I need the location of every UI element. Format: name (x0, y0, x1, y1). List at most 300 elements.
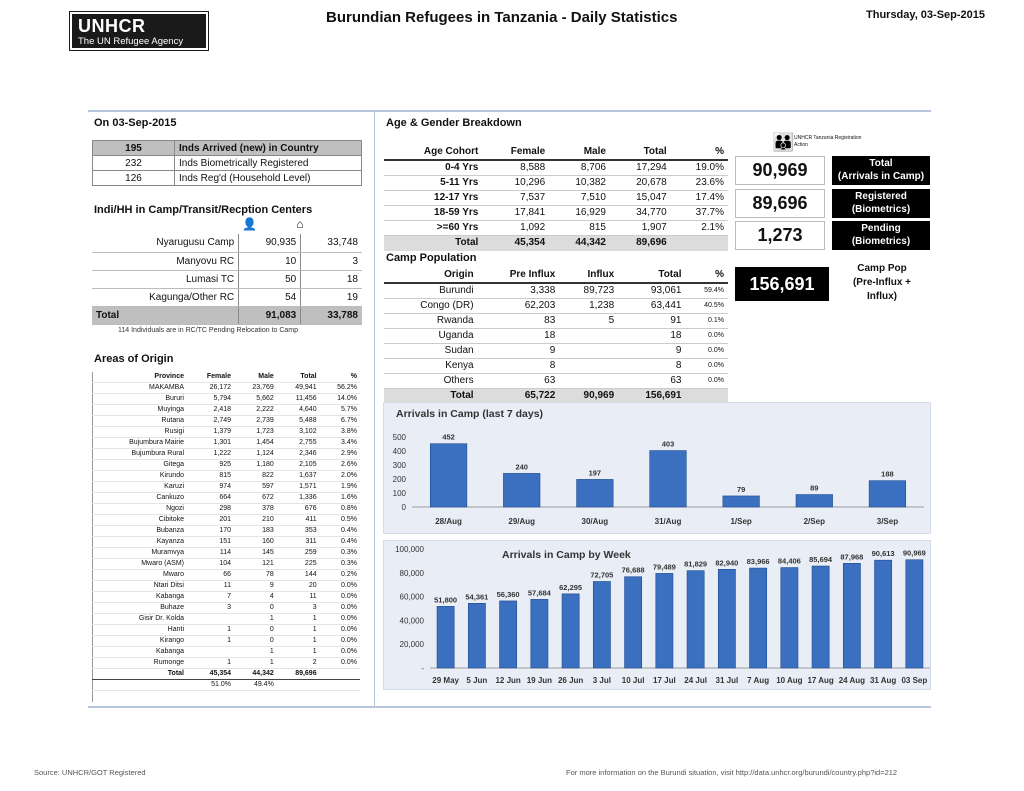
bar (468, 603, 485, 668)
unhcr-logo (70, 12, 208, 50)
table-cell: 0 (234, 625, 277, 636)
table-cell: Province (92, 372, 187, 383)
table-cell: Karuzi (92, 482, 187, 493)
table-cell: Ntari Ditsi (92, 581, 187, 592)
table-cell: 2,739 (234, 416, 277, 427)
camp-households: 33,748 (301, 234, 362, 252)
table-cell: Rutana (92, 416, 187, 427)
table-row (92, 306, 362, 324)
table-cell: 2.6% (320, 460, 360, 471)
y-tick-label: 400 (392, 447, 406, 456)
table-row (92, 234, 362, 252)
table-cell: 83 (478, 314, 560, 329)
table-cell: 0.3% (320, 548, 360, 559)
table-cell: 0.0% (685, 344, 728, 359)
table-row (92, 526, 360, 537)
data-label: 85,694 (809, 555, 833, 565)
table-cell: 15,047 (610, 191, 671, 206)
table-cell: 9 (234, 581, 277, 592)
table-cell: Cibitoke (92, 515, 187, 526)
table-cell: 815 (187, 471, 234, 482)
table-row (384, 344, 728, 359)
bar (750, 568, 767, 668)
table-cell: 59.4% (685, 283, 728, 299)
table-row (384, 299, 728, 314)
table-cell: 0.0% (320, 636, 360, 647)
table-cell: 65,722 (478, 389, 560, 404)
table-cell (187, 647, 234, 658)
table-cell (671, 236, 728, 251)
table-row (92, 669, 360, 680)
table-cell: % (320, 372, 360, 383)
x-tick-label: 5 Jun (466, 676, 488, 685)
table-cell: 3 (187, 603, 234, 614)
table-cell: 8 (478, 359, 560, 374)
x-tick-label: 28/Aug (435, 517, 462, 526)
x-tick-label: 29 May (432, 676, 459, 685)
x-tick-label: 29/Aug (508, 517, 536, 526)
table-cell: Bujumbura Mairie (92, 438, 187, 449)
table-cell (92, 680, 187, 691)
table-cell: 2.0% (320, 471, 360, 482)
table-row (384, 283, 728, 299)
bar (503, 473, 540, 507)
table-cell: Total (384, 236, 482, 251)
table-cell: 66 (187, 570, 234, 581)
x-tick-label: 19 Jun (526, 676, 553, 685)
table-cell: 89,696 (610, 236, 671, 251)
table-cell: Gisir Dr. Kolda (92, 614, 187, 625)
footer-info: For more information on the Burundi situation, visit http://data.unhcr.org/burundi/country.php?id=212 (566, 768, 898, 777)
table-cell: 676 (277, 504, 320, 515)
table-row (92, 636, 360, 647)
table-cell: 0.4% (320, 526, 360, 537)
table-cell: 5,488 (277, 416, 320, 427)
label-line: Influx) (867, 291, 897, 302)
table-row (384, 314, 728, 329)
table-cell: 1 (187, 625, 234, 636)
table-row (92, 252, 362, 270)
data-label: 76,688 (621, 565, 645, 575)
table-cell: 0.0% (320, 592, 360, 603)
total-arrivals-value: 90,969 (735, 156, 825, 185)
y-tick-label: 100 (392, 489, 406, 498)
x-tick-label: 31 Aug (869, 676, 897, 685)
camps-note: 114 Individuals are in RC/TC Pending Relocation to Camp (118, 327, 299, 334)
arrivals-label: Inds Biometrically Registered (175, 156, 362, 171)
bar (687, 571, 704, 668)
table-cell: 151 (187, 537, 234, 548)
table-cell: 974 (187, 482, 234, 493)
table-cell (559, 359, 618, 374)
table-row (384, 236, 728, 251)
table-cell: 90,969 (559, 389, 618, 404)
person-icon: 👤 (242, 217, 257, 231)
arrivals-value: 232 (93, 156, 175, 171)
label-line: Camp Pop (857, 263, 907, 274)
table-cell (559, 329, 618, 344)
table-cell: 63 (618, 374, 685, 389)
table-cell: Rusigi (92, 427, 187, 438)
table-cell: 2,418 (187, 405, 234, 416)
bar (437, 606, 454, 668)
bar (906, 560, 923, 668)
table-cell: 2.9% (320, 449, 360, 460)
table-cell: 40.5% (685, 299, 728, 314)
table-cell (320, 680, 360, 691)
data-label: 54,361 (465, 592, 489, 602)
table-cell: 5 (559, 314, 618, 329)
camp-individuals: 90,935 (239, 234, 301, 252)
table-cell: 18 (478, 329, 560, 344)
table-row (92, 394, 360, 405)
table-cell: 1,092 (482, 221, 549, 236)
x-tick-label: 10 Jul (621, 676, 645, 685)
data-label: 56,360 (496, 589, 520, 599)
table-cell: 925 (187, 460, 234, 471)
table-cell: 1 (187, 658, 234, 669)
table-cell: >=60 Yrs (384, 221, 482, 236)
table-cell: 0.0% (320, 603, 360, 614)
table-row (92, 482, 360, 493)
y-tick-label: 200 (392, 475, 406, 484)
table-cell: 18-59 Yrs (384, 206, 482, 221)
table-cell: 0.4% (320, 537, 360, 548)
table-cell: 8 (618, 359, 685, 374)
label-line: Total (869, 158, 893, 169)
table-row (92, 372, 360, 383)
table-cell: 45,354 (187, 669, 234, 680)
table-cell: 0.3% (320, 559, 360, 570)
table-cell: 1,336 (277, 493, 320, 504)
daily-arrivals-chart (383, 402, 931, 534)
table-cell: 5,794 (187, 394, 234, 405)
table-cell: 597 (234, 482, 277, 493)
table-cell: % (685, 268, 728, 283)
table-cell: 11 (187, 581, 234, 592)
age-table (384, 145, 728, 251)
camp-households: 33,788 (301, 306, 362, 324)
table-cell: 1 (277, 625, 320, 636)
arrivals-title: On 03-Sep-2015 (94, 117, 177, 129)
table-cell: 23.6% (671, 176, 728, 191)
table-cell: Total (384, 389, 478, 404)
table-row (92, 614, 360, 625)
data-label: 62,295 (559, 582, 583, 592)
table-cell: 93,061 (618, 283, 685, 299)
table-cell: 1,454 (234, 438, 277, 449)
table-cell: 144 (277, 570, 320, 581)
table-cell: 1 (234, 647, 277, 658)
data-label: 83,966 (746, 557, 770, 567)
table-cell: 353 (277, 526, 320, 537)
x-tick-label: 30/Aug (581, 517, 609, 526)
table-row (93, 171, 362, 186)
table-row (92, 270, 362, 288)
table-cell: 0.0% (685, 359, 728, 374)
table-row (92, 383, 360, 394)
y-tick-label: 20,000 (399, 640, 424, 650)
table-cell: 11,456 (277, 394, 320, 405)
x-tick-label: 31/Aug (654, 517, 682, 526)
table-cell: 11 (277, 592, 320, 603)
table-cell: 160 (234, 537, 277, 548)
pending-label (832, 221, 930, 250)
table-cell: Bururi (92, 394, 187, 405)
table-cell: Hanti (92, 625, 187, 636)
table-cell: 1,222 (187, 449, 234, 460)
table-cell: 10,296 (482, 176, 549, 191)
table-cell: 49.4% (234, 680, 277, 691)
data-label: 90,613 (871, 549, 895, 559)
logo-tagline: The UN Refugee Agency (78, 36, 184, 47)
arrivals-label: Inds Arrived (new) in Country (175, 141, 362, 156)
table-cell: Bubanza (92, 526, 187, 537)
table-cell: 0.0% (320, 625, 360, 636)
table-cell: Kabanga (92, 647, 187, 658)
data-label: 79 (736, 484, 746, 494)
bottom-divider (88, 706, 931, 708)
table-cell: 9 (618, 344, 685, 359)
table-cell: 91 (618, 314, 685, 329)
data-label: 240 (515, 462, 528, 472)
x-tick-label: 2/Sep (803, 517, 825, 526)
data-label: 89 (810, 483, 819, 493)
table-row (92, 658, 360, 669)
bar (430, 444, 467, 507)
table-cell: Kabanga (92, 592, 187, 603)
data-label: 90,969 (902, 548, 926, 558)
table-cell: 8,588 (482, 160, 549, 176)
table-cell (277, 680, 320, 691)
table-cell: Ngozi (92, 504, 187, 515)
x-tick-label: 3 Jul (592, 676, 611, 685)
camp-name: Nyarugusu Camp (92, 234, 239, 252)
table-cell: 411 (277, 515, 320, 526)
total-arrivals-label (832, 156, 930, 185)
table-cell: 0.0% (320, 614, 360, 625)
table-cell: 44,342 (234, 669, 277, 680)
table-cell: 1,907 (610, 221, 671, 236)
table-cell: Cankuzo (92, 493, 187, 504)
table-cell: 4 (234, 592, 277, 603)
data-label: 51,800 (434, 595, 458, 605)
table-cell: 56.2% (320, 383, 360, 394)
bar (718, 569, 735, 668)
table-row (92, 559, 360, 570)
camp-households: 3 (301, 252, 362, 270)
table-cell: MAKAMBA (92, 383, 187, 394)
table-cell: 3,338 (478, 283, 560, 299)
camp-pop-value: 156,691 (735, 267, 829, 301)
table-cell: 7,537 (482, 191, 549, 206)
table-cell: 5-11 Yrs (384, 176, 482, 191)
table-row (92, 537, 360, 548)
table-cell: Burundi (384, 283, 478, 299)
data-label: 87,968 (840, 552, 864, 562)
table-cell: 170 (187, 526, 234, 537)
camps-table (92, 234, 362, 325)
table-cell: 1.6% (320, 493, 360, 504)
table-cell: Bujumbura Rural (92, 449, 187, 460)
table-cell: 26,172 (187, 383, 234, 394)
age-title: Age & Gender Breakdown (386, 117, 522, 129)
camp-name: Total (92, 306, 239, 324)
table-cell: 78 (234, 570, 277, 581)
x-tick-label: 31 Jul (715, 676, 739, 685)
table-row (92, 416, 360, 427)
table-cell: 2,755 (277, 438, 320, 449)
table-cell: 0.0% (320, 647, 360, 658)
table-cell: 37.7% (671, 206, 728, 221)
table-cell: 1,723 (234, 427, 277, 438)
label-line: Registered (855, 191, 907, 202)
table-cell: 34,770 (610, 206, 671, 221)
x-tick-label: 1/Sep (730, 517, 752, 526)
table-cell: 259 (277, 548, 320, 559)
table-cell (559, 344, 618, 359)
x-tick-label: 17 Aug (807, 676, 834, 685)
table-cell: 0.1% (685, 314, 728, 329)
table-row (92, 625, 360, 636)
label-line: (Arrivals in Camp) (837, 171, 925, 182)
table-cell: 0 (234, 636, 277, 647)
data-label: 82,940 (715, 558, 739, 568)
table-cell: 298 (187, 504, 234, 515)
table-row (92, 504, 360, 515)
table-cell: 1 (234, 658, 277, 669)
camp-name: Lumasi TC (92, 270, 239, 288)
table-cell: 311 (277, 537, 320, 548)
table-cell: Male (549, 145, 610, 160)
table-cell: 0.8% (320, 504, 360, 515)
camp-households: 19 (301, 288, 362, 306)
daily-arrivals-svg (384, 403, 932, 535)
table-row (384, 176, 728, 191)
data-label: 72,705 (590, 570, 614, 580)
bar (500, 601, 517, 668)
table-cell: 89,723 (559, 283, 618, 299)
table-cell: 0.0% (685, 374, 728, 389)
pending-value: 1,273 (735, 221, 825, 250)
data-label: 403 (661, 439, 675, 449)
table-cell: Mwaro (92, 570, 187, 581)
bar (577, 479, 614, 507)
origin-title: Areas of Origin (94, 353, 174, 365)
camp-individuals: 50 (239, 270, 301, 288)
label-line: (Biometrics) (851, 236, 911, 247)
bar (562, 594, 579, 668)
y-tick-label: 80,000 (399, 568, 424, 578)
table-row (384, 145, 728, 160)
y-tick-label: - (421, 664, 424, 673)
table-cell: 23,769 (234, 383, 277, 394)
table-cell: 1,379 (187, 427, 234, 438)
table-row (92, 288, 362, 306)
weekly-arrivals-chart (383, 540, 931, 690)
table-cell: 114 (187, 548, 234, 559)
table-cell: Origin (384, 268, 478, 283)
camps-title: Indi/HH in Camp/Transit/Recption Centers (94, 204, 313, 216)
camp-individuals: 91,083 (239, 306, 301, 324)
table-row (92, 493, 360, 504)
table-cell: Muyinga (92, 405, 187, 416)
table-cell: 0.0% (320, 658, 360, 669)
table-cell: 378 (234, 504, 277, 515)
x-tick-label: 03 Sep (901, 676, 928, 685)
table-cell: 1,301 (187, 438, 234, 449)
x-tick-label: 12 Jun (495, 676, 521, 685)
table-row (92, 460, 360, 471)
table-cell (187, 614, 234, 625)
footer-source: Source: UNHCR/GOT Registered (34, 768, 146, 777)
table-cell: 17,841 (482, 206, 549, 221)
table-cell: Gitega (92, 460, 187, 471)
table-cell: 1 (277, 614, 320, 625)
table-row (93, 156, 362, 171)
table-cell: Total (277, 372, 320, 383)
table-row (92, 603, 360, 614)
table-cell: Female (187, 372, 234, 383)
table-cell: 0.0% (685, 329, 728, 344)
table-cell: 3.8% (320, 427, 360, 438)
table-row (92, 680, 360, 691)
table-cell: 225 (277, 559, 320, 570)
camp-individuals: 54 (239, 288, 301, 306)
table-cell: 201 (187, 515, 234, 526)
report-date: Thursday, 03-Sep-2015 (866, 9, 986, 21)
table-cell: Age Cohort (384, 145, 482, 160)
table-cell: 1,571 (277, 482, 320, 493)
y-tick-label: 500 (392, 433, 406, 442)
camp-households: 18 (301, 270, 362, 288)
table-cell: Influx (559, 268, 618, 283)
data-label: 452 (442, 432, 455, 442)
registered-label (832, 189, 930, 218)
table-row (384, 221, 728, 236)
arrivals-table (92, 140, 362, 186)
table-cell: 14.0% (320, 394, 360, 405)
table-cell: Female (482, 145, 549, 160)
table-cell: 63 (478, 374, 560, 389)
table-cell: Total (610, 145, 671, 160)
table-cell: 6.7% (320, 416, 360, 427)
table-cell: 17,294 (610, 160, 671, 176)
table-cell: 44,342 (549, 236, 610, 251)
table-cell: Total (618, 268, 685, 283)
table-row (384, 359, 728, 374)
data-label: 79,489 (652, 562, 676, 572)
table-cell: 9 (478, 344, 560, 359)
table-cell: Mwaro (ASM) (92, 559, 187, 570)
table-cell: 1 (234, 614, 277, 625)
table-cell: 3 (277, 603, 320, 614)
table-cell: 1 (277, 636, 320, 647)
population-table (384, 268, 728, 404)
table-cell: 183 (234, 526, 277, 537)
table-cell: Sudan (384, 344, 478, 359)
bar (625, 577, 642, 668)
table-cell: 1,637 (277, 471, 320, 482)
x-tick-label: 7 Aug (747, 676, 770, 685)
arrivals-value: 195 (93, 141, 175, 156)
bar (843, 563, 860, 668)
table-cell (559, 374, 618, 389)
table-row (93, 141, 362, 156)
table-cell: 4,640 (277, 405, 320, 416)
chart-title: Arrivals in Camp (last 7 days) (396, 408, 544, 420)
table-cell: 664 (187, 493, 234, 504)
